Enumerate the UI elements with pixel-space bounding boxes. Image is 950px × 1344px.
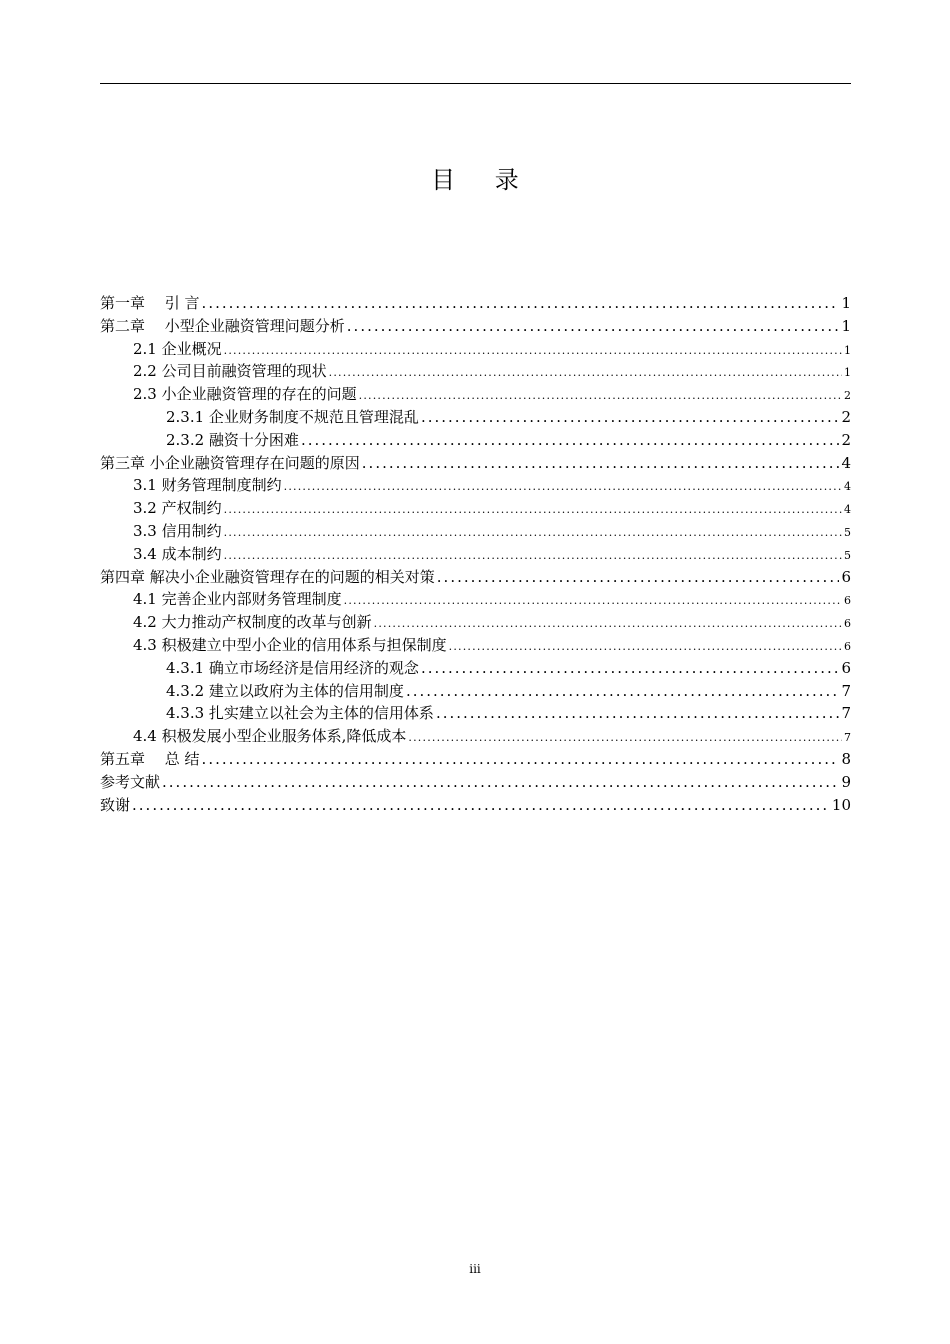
toc-entry-page: 6 — [844, 639, 851, 653]
toc-entry-page: 1 — [844, 343, 851, 357]
toc-dot-leader — [224, 522, 842, 545]
toc-entry-label: 2.3 小企业融资管理的存在的问题 — [133, 385, 357, 404]
toc-entry-label: 4.3.2 建立以政府为主体的信用制度 — [166, 681, 404, 700]
toc-entry[interactable] — [100, 520, 851, 543]
toc-entry[interactable] — [100, 657, 851, 680]
toc-entry[interactable] — [100, 429, 851, 452]
toc-entry[interactable] — [100, 406, 851, 429]
toc-dot-leader — [202, 292, 840, 315]
toc-dot-leader — [284, 476, 842, 499]
toc-entry-label: 3.2 产权制约 — [133, 499, 222, 518]
toc-entry-label: 第三章 小企业融资管理存在问题的原因 — [100, 453, 360, 472]
toc-dot-leader — [224, 545, 842, 568]
toc-dot-leader — [408, 727, 842, 750]
toc-entry-label: 4.3.1 确立市场经济是信用经济的观念 — [166, 658, 419, 677]
toc-dot-leader — [224, 340, 842, 363]
toc-entry[interactable] — [100, 497, 851, 520]
table-of-contents — [100, 292, 851, 816]
toc-dot-leader — [359, 385, 842, 408]
toc-entry-page: 7 — [844, 731, 851, 745]
toc-entry-label: 3.4 成本制约 — [133, 544, 222, 563]
toc-entry-label: 第五章 总 结 — [100, 749, 200, 768]
toc-dot-leader — [202, 748, 840, 771]
toc-dot-leader — [449, 636, 842, 659]
toc-entry-page: 7 — [841, 704, 851, 723]
toc-dot-leader — [436, 702, 840, 725]
toc-entry-page: 8 — [841, 749, 851, 768]
toc-entry[interactable] — [100, 725, 851, 748]
toc-entry[interactable] — [100, 338, 851, 361]
toc-entry-page: 5 — [844, 525, 851, 539]
toc-entry-page: 6 — [844, 594, 851, 608]
toc-entry[interactable] — [100, 611, 851, 634]
toc-entry[interactable] — [100, 771, 851, 794]
toc-dot-leader — [162, 771, 839, 794]
page-title: 目 录 — [431, 166, 535, 194]
toc-entry-page: 6 — [841, 658, 851, 677]
toc-entry-page: 1 — [844, 366, 851, 380]
toc-entry-label: 2.1 企业概况 — [133, 339, 222, 358]
toc-entry-page: 5 — [844, 548, 851, 562]
toc-entry-label: 4.2 大力推动产权制度的改革与创新 — [133, 613, 372, 632]
toc-dot-leader — [224, 499, 842, 522]
toc-entry-page: 4 — [841, 453, 851, 472]
toc-dot-leader — [362, 452, 840, 475]
toc-entry-label: 致谢 — [100, 795, 131, 814]
toc-entry[interactable] — [100, 634, 851, 657]
toc-dot-leader — [374, 613, 842, 636]
toc-entry-label: 3.1 财务管理制度制约 — [133, 476, 282, 495]
toc-dot-leader — [347, 315, 840, 338]
toc-entry-label: 4.3 积极建立中型小企业的信用体系与担保制度 — [133, 635, 447, 654]
toc-entry[interactable] — [100, 383, 851, 406]
toc-entry-label: 4.3.3 扎实建立以社会为主体的信用体系 — [166, 704, 434, 723]
toc-entry[interactable] — [100, 680, 851, 703]
toc-entry-page: 9 — [841, 772, 851, 791]
toc-entry[interactable] — [100, 543, 851, 566]
toc-entry-page: 2 — [841, 430, 851, 449]
toc-dot-leader — [437, 566, 840, 589]
toc-entry-label: 4.4 积极发展小型企业服务体系,降低成本 — [133, 727, 407, 746]
toc-entry-page: 4 — [844, 480, 851, 494]
toc-dot-leader — [421, 406, 840, 429]
toc-entry-page: 1 — [841, 316, 851, 335]
header-rule — [100, 83, 851, 84]
toc-entry[interactable] — [100, 315, 851, 338]
toc-entry-label: 3.3 信用制约 — [133, 521, 222, 540]
toc-dot-leader — [344, 590, 842, 613]
toc-entry[interactable] — [100, 748, 851, 771]
toc-entry[interactable] — [100, 360, 851, 383]
toc-entry-label: 2.3.2 融资十分困难 — [166, 430, 299, 449]
toc-dot-leader — [406, 680, 840, 703]
toc-entry-label: 第四章 解决小企业融资管理存在的问题的相关对策 — [100, 567, 435, 586]
toc-entry[interactable] — [100, 588, 851, 611]
toc-entry-page: 7 — [841, 681, 851, 700]
toc-entry-label: 第二章 小型企业融资管理问题分析 — [100, 316, 345, 335]
toc-entry[interactable] — [100, 292, 851, 315]
toc-entry-label: 参考文献 — [100, 772, 161, 791]
toc-entry-page: 2 — [844, 389, 851, 403]
toc-entry-label: 2.3.1 企业财务制度不规范且管理混乱 — [166, 407, 419, 426]
toc-entry-page: 6 — [841, 567, 851, 586]
toc-entry-page: 1 — [841, 294, 851, 312]
toc-entry-page: 10 — [831, 795, 851, 814]
toc-entry-label: 2.2 公司目前融资管理的现状 — [133, 362, 327, 381]
toc-dot-leader — [421, 657, 840, 680]
toc-entry-label: 4.1 完善企业内部财务管理制度 — [133, 590, 342, 609]
toc-dot-leader — [132, 794, 830, 817]
toc-entry[interactable] — [100, 566, 851, 589]
toc-entry-page: 4 — [844, 503, 851, 517]
toc-entry[interactable] — [100, 474, 851, 497]
toc-entry-page: 6 — [844, 617, 851, 631]
toc-entry[interactable] — [100, 794, 851, 817]
footer-page-number: iii — [469, 1262, 481, 1276]
toc-entry[interactable] — [100, 452, 851, 475]
toc-entry[interactable] — [100, 702, 851, 725]
toc-entry-label: 第一章 引 言 — [100, 294, 200, 312]
toc-dot-leader — [329, 362, 842, 385]
toc-entry-page: 2 — [841, 407, 851, 426]
toc-dot-leader — [301, 429, 840, 452]
